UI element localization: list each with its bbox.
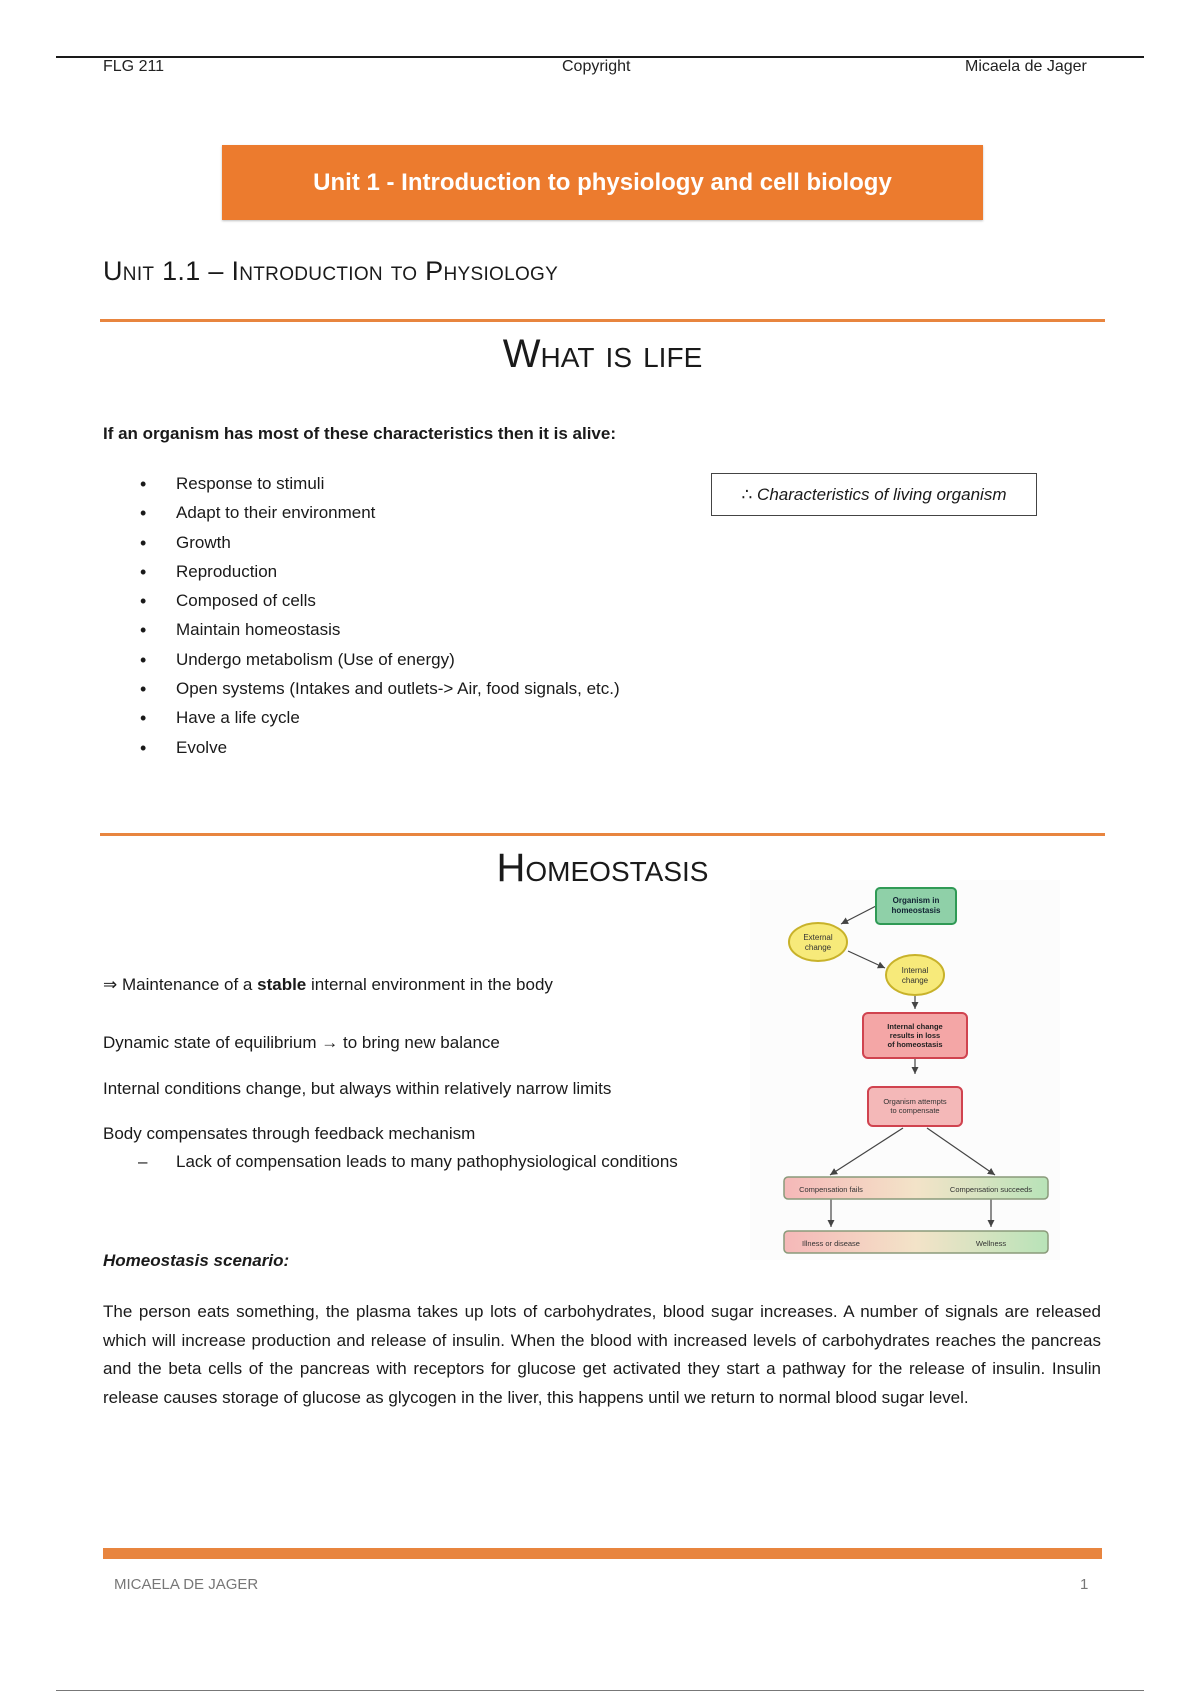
- diagram-label: Organism in: [892, 896, 940, 905]
- unit-banner: Unit 1 - Introduction to physiology and cell biology: [222, 145, 983, 220]
- list-item: • Composed of cells: [140, 589, 620, 618]
- diagram-label: Internal: [901, 966, 929, 975]
- list-item: • Adapt to their environment: [140, 501, 620, 530]
- characteristics-note-box: ∴ Characteristics of living organism: [711, 473, 1037, 516]
- feedback-subpoint: [138, 1152, 678, 1172]
- section-rule: [100, 833, 1105, 836]
- feedback-text: Body compensates through feedback mechanism: [103, 1124, 476, 1143]
- scenario-paragraph: The person eats something, the plasma takes up lots of carbohydrates, blood sugar increases. A number of signals are released which will increase production and release of insulin. When the blood with increased levels of carbohydrates reaches the pancreas and the beta cells of the pancreas with receptors for glucose get activated they start a pathway for the release of insulin. Insulin release causes storage of glucose as glycogen in the liver, this happens until we return to normal blood sugar level.: [103, 1302, 1101, 1407]
- footer-bar: [103, 1548, 1102, 1559]
- equilibrium-text: Dynamic state of equilibrium → to bring new balance: [103, 1033, 500, 1052]
- copyright-label: Copyright: [562, 58, 631, 75]
- list-item: • Reproduction: [140, 560, 620, 589]
- list-item: • Maintain homeostasis: [140, 618, 620, 647]
- author-name: Micaela de Jager: [965, 58, 1087, 75]
- diagram-label: Organism attempts: [883, 1097, 947, 1106]
- feedback-subpoint-text: Lack of compensation leads to many pathophysiological conditions: [176, 1152, 678, 1171]
- diagram-label: of homeostasis: [887, 1040, 943, 1049]
- footer-name: MICAELA DE JAGER: [114, 1576, 259, 1593]
- diagram-label: change: [804, 943, 832, 952]
- section-rule: [100, 319, 1105, 322]
- bottom-rule: [56, 1690, 1144, 1691]
- list-item: • Undergo metabolism (Use of energy): [140, 648, 620, 677]
- list-item: • Open systems (Intakes and outlets-> Air, food signals, etc.): [140, 677, 620, 706]
- diagram-label: Compensation fails: [799, 1185, 863, 1194]
- diagram-label: change: [901, 976, 929, 985]
- diagram-label: to compensate: [890, 1106, 940, 1115]
- internal-change-node: [886, 955, 944, 995]
- diagram-label: Internal change: [887, 1022, 943, 1031]
- characteristics-lead: If an organism has most of these characteristics then it is alive:: [103, 424, 616, 443]
- unit-title: Unit 1.1 – Introduction to Physiology: [103, 256, 559, 286]
- course-code: FLG 211: [103, 58, 165, 75]
- definition-bold: stable: [257, 975, 307, 994]
- list-item: • Growth: [140, 531, 620, 560]
- definition-suffix: internal environment in the body: [306, 975, 553, 994]
- diagram-label: Compensation succeeds: [949, 1185, 1033, 1194]
- diagram-label: Illness or disease: [802, 1239, 860, 1248]
- diagram-label: results in loss: [889, 1031, 941, 1040]
- homeostasis-definition: [103, 975, 553, 995]
- list-item: • Evolve: [140, 736, 620, 765]
- page-number: 1: [1080, 1576, 1089, 1593]
- homeostasis-diagram: [750, 880, 1060, 1260]
- list-item: • Response to stimuli: [140, 472, 620, 501]
- dash-marker: –: [138, 1152, 148, 1171]
- section-title-homeostasis: Homeostasis: [496, 846, 709, 890]
- definition-prefix: ⇒ Maintenance of a: [103, 975, 258, 994]
- diagram-label: homeostasis: [891, 906, 941, 915]
- external-change-node: [789, 923, 847, 961]
- diagram-label: External: [803, 933, 833, 942]
- list-item: • Have a life cycle: [140, 706, 620, 735]
- section-title-life: What is life: [502, 332, 703, 376]
- characteristics-list: [140, 472, 620, 765]
- scenario-title: Homeostasis scenario:: [103, 1251, 290, 1270]
- limits-text: Internal conditions change, but always within relatively narrow limits: [103, 1079, 612, 1098]
- diagram-label: Wellness: [975, 1239, 1007, 1248]
